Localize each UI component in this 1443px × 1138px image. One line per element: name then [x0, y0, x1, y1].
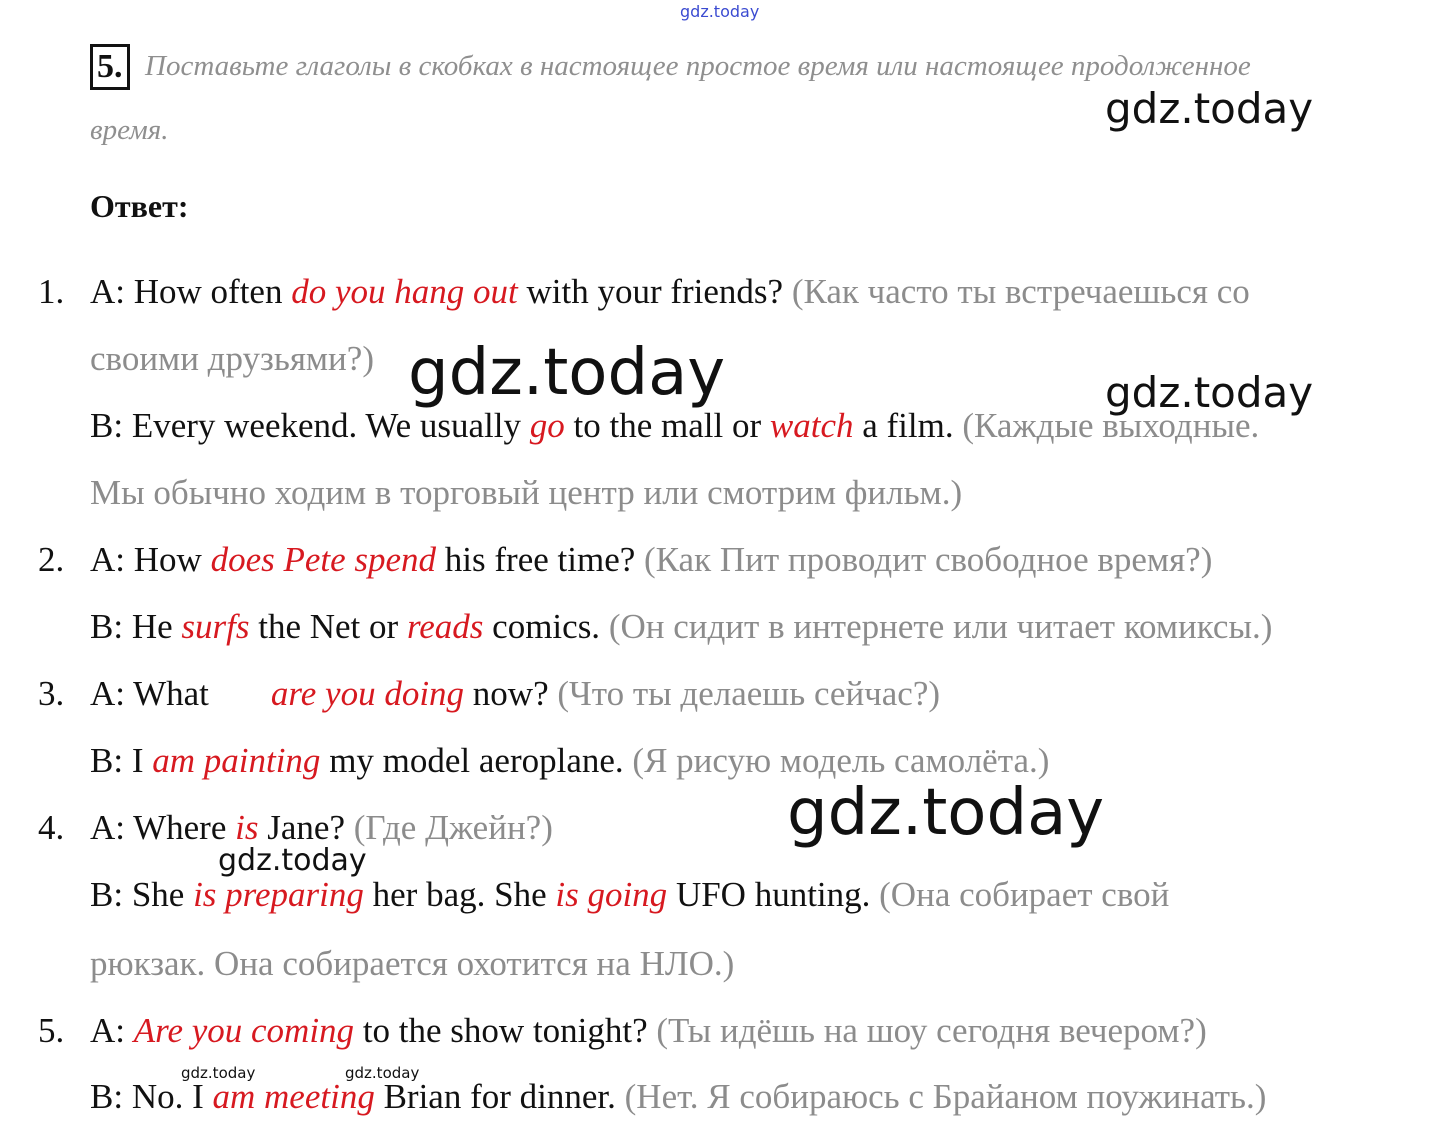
- item-number: 3.: [38, 674, 65, 713]
- translation: (Что ты делаешь сейчас?): [557, 674, 941, 713]
- translation: (Где Джейн?): [353, 808, 553, 847]
- item-number: 2.: [38, 540, 65, 579]
- item-1-b: B: Every weekend. We usually go to the mall or watch a film. (Каждые выходные.: [90, 406, 1260, 445]
- item-5-a: A: Are you coming to the show tonight? (Ты идёшь на шоу сегодня вечером?): [90, 1011, 1207, 1050]
- translation: (Как часто ты встречаешься со: [791, 272, 1250, 311]
- watermark: gdz.today: [1105, 368, 1314, 417]
- translation: (Я рисую модель самолёта.): [632, 741, 1050, 780]
- item-1-a: A: How often do you hang out with your friends? (Как часто ты встречаешься со: [90, 272, 1250, 311]
- translation: (Ты идёшь на шоу сегодня вечером?): [656, 1011, 1207, 1050]
- item-2-a: A: How does Pete spend his free time? (Как Пит проводит свободное время?): [90, 540, 1213, 579]
- verb: am painting: [152, 741, 321, 780]
- item-1-b-translation-cont: Мы обычно ходим в торговый центр или смотрим фильм.): [90, 473, 963, 512]
- item-4-b: B: She is preparing her bag. She is going UFO hunting. (Она собирает свой: [90, 875, 1170, 914]
- item-4-b-translation-cont: рюкзак. Она собирается охотится на НЛО.): [90, 944, 735, 983]
- translation: (Каждые выходные.: [962, 406, 1260, 445]
- verb: Are you coming: [133, 1011, 355, 1050]
- watermark: gdz.today: [181, 1064, 256, 1082]
- verb: watch: [769, 406, 854, 445]
- watermark: gdz.today: [1105, 84, 1314, 133]
- translation: (Нет. Я собираюсь с Брайаном поужинать.): [624, 1077, 1267, 1116]
- verb: do you hang out: [291, 272, 518, 311]
- watermark: gdz.today: [787, 776, 1105, 850]
- verb: is: [235, 808, 259, 847]
- task-instruction-line1: Поставьте глаголы в скобках в настоящее простое время или настоящее продолженное: [145, 50, 1251, 82]
- verb: surfs: [181, 607, 250, 646]
- verb: go: [529, 406, 565, 445]
- watermark: gdz.today: [408, 336, 726, 410]
- verb: reads: [406, 607, 484, 646]
- item-1-a-translation-cont: своими друзьями?): [90, 339, 374, 378]
- watermark: gdz.today: [218, 843, 367, 878]
- verb: am meeting: [212, 1077, 375, 1116]
- verb: does Pete spend: [210, 540, 437, 579]
- item-4-a: A: Where is Jane? (Где Джейн?): [90, 808, 553, 847]
- item-3-a: A: What are you doing now? (Что ты делаешь сейчас?): [90, 674, 941, 713]
- translation: (Она собирает свой: [879, 875, 1170, 914]
- task-number-box: 5.: [90, 44, 130, 90]
- item-3-b: B: I am painting my model aeroplane. (Я рисую модель самолёта.): [90, 741, 1050, 780]
- item-number: 5.: [38, 1011, 65, 1050]
- item-number: 1.: [38, 272, 65, 311]
- verb: is preparing: [193, 875, 364, 914]
- verb: is going: [555, 875, 668, 914]
- item-number: 4.: [38, 808, 65, 847]
- task-instruction-line2: время.: [90, 114, 169, 146]
- watermark: gdz.today: [345, 1064, 420, 1082]
- item-2-b: B: He surfs the Net or reads comics. (Он сидит в интернете или читает комиксы.): [90, 607, 1273, 646]
- answer-label: Ответ:: [90, 188, 189, 224]
- watermark-top: gdz.today: [680, 2, 760, 21]
- translation: (Как Пит проводит свободное время?): [644, 540, 1213, 579]
- translation: (Он сидит в интернете или читает комиксы.): [608, 607, 1273, 646]
- verb: are you doing: [270, 674, 465, 713]
- item-5-b: B: No. I am meeting Brian for dinner. (Нет. Я собираюсь с Брайаном поужинать.): [90, 1077, 1267, 1116]
